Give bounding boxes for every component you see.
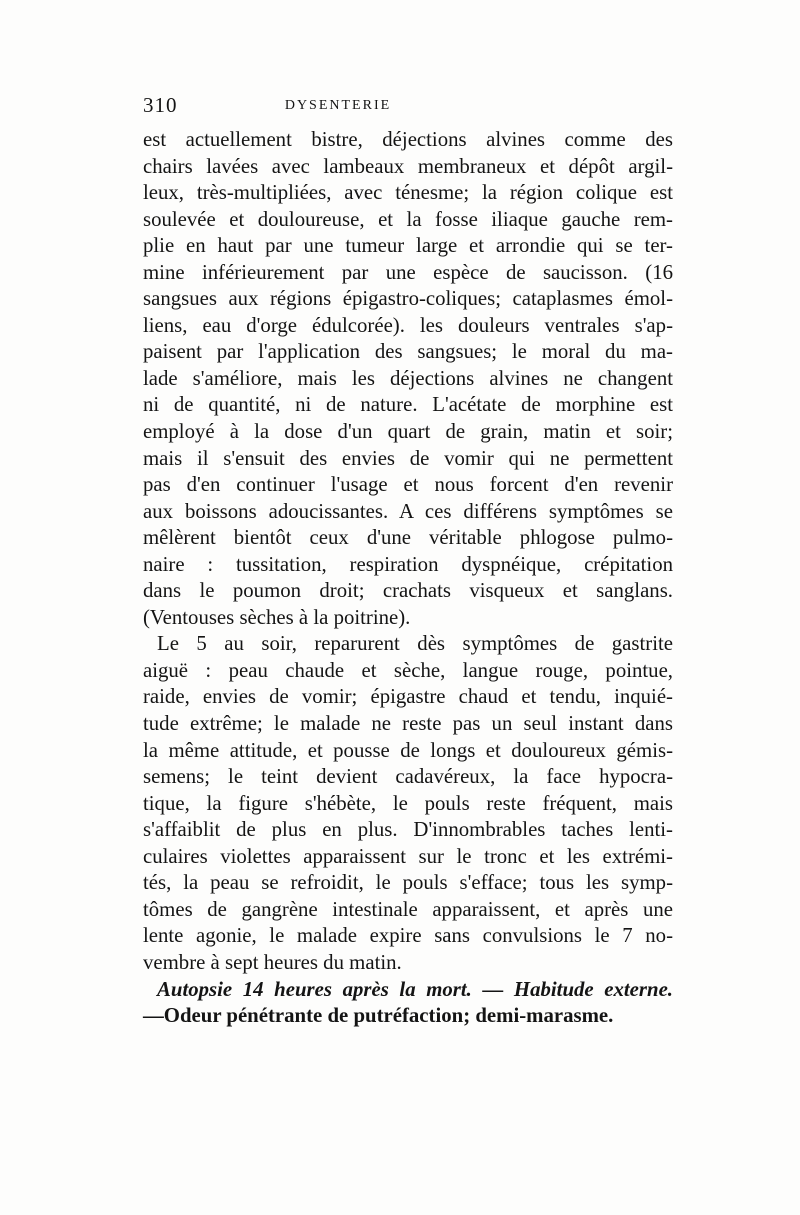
text-line: culaires violettes apparaissent sur le tronc et les extrémi- bbox=[143, 844, 673, 868]
text-line: mais il s'ensuit des envies de vomir qui ne permettent bbox=[143, 446, 673, 470]
text-line: lente agonie, le malade expire sans convulsions le 7 no- bbox=[143, 924, 673, 948]
text-line: tique, la figure s'hébète, le pouls reste fréquent, mais bbox=[143, 791, 673, 815]
text-line: (Ventouses sèches à la poitrine). bbox=[143, 605, 411, 629]
text-line: soulevée et douloureuse, et la fosse iliaque gauche rem- bbox=[143, 207, 673, 231]
text-line: la même attitude, et pousse de longs et douloureux gémis- bbox=[143, 738, 673, 762]
text-line: naire : tussitation, respiration dyspnéique, crépitation bbox=[143, 552, 673, 576]
text-line: leux, très-multipliées, avec ténesme; la région colique est bbox=[143, 181, 673, 205]
text-line: mêlèrent bientôt ceux d'une véritable phlogose pulmo- bbox=[143, 526, 673, 550]
text-line: tômes de gangrène intestinale apparaissent, et après une bbox=[143, 897, 673, 921]
text-line: ni de quantité, ni de nature. L'acétate de morphine est bbox=[143, 393, 673, 417]
text-line: paisent par l'application des sangsues; le moral du ma- bbox=[143, 340, 673, 364]
text-line: tés, la peau se refroidit, le pouls s'efface; tous les symp- bbox=[143, 871, 673, 895]
running-title: DYSENTERIE bbox=[284, 98, 392, 113]
body-text bbox=[143, 127, 673, 1030]
text-line: aux boissons adoucissantes. A ces différens symptômes se bbox=[143, 499, 673, 523]
page-number: 310 bbox=[143, 93, 178, 117]
text-line: raide, envies de vomir; épigastre chaud et tendu, inquié- bbox=[143, 685, 673, 709]
text-line: vembre à sept heures du matin. bbox=[143, 950, 402, 974]
text-line: dans le poumon droit; crachats visqueux et sanglans. bbox=[143, 579, 673, 603]
section-heading-line: Autopsie 14 heures après la mort. — Habitude externe. bbox=[157, 977, 673, 1001]
text-line: sangsues aux régions épigastro-coliques; cataplasmes émol- bbox=[143, 287, 673, 311]
text-line: employé à la dose d'un quart de grain, matin et soir; bbox=[143, 420, 673, 444]
text-line: liens, eau d'orge édulcorée). les douleurs ventrales s'ap- bbox=[143, 313, 673, 337]
text-line: semens; le teint devient cadavéreux, la face hypocra- bbox=[143, 765, 673, 789]
text-line: pas d'en continuer l'usage et nous forcent d'en revenir bbox=[143, 473, 673, 497]
text-line: aiguë : peau chaude et sèche, langue rouge, pointue, bbox=[143, 658, 673, 682]
text-line: lade s'améliore, mais les déjections alvines ne changent bbox=[143, 366, 673, 390]
text-line: est actuellement bistre, déjections alvines comme des bbox=[143, 128, 673, 151]
text-line: Le 5 au soir, reparurent dès symptômes de gastrite bbox=[157, 632, 673, 656]
text-line: s'affaiblit de plus en plus. D'innombrables taches lenti- bbox=[143, 818, 673, 842]
text-line: tude extrême; le malade ne reste pas un seul instant dans bbox=[143, 712, 673, 736]
text-line: chairs lavées avec lambeaux membraneux et dépôt argil- bbox=[143, 154, 673, 178]
text-line: plie en haut par une tumeur large et arrondie qui se ter- bbox=[143, 234, 673, 258]
page-header bbox=[143, 93, 513, 123]
text-line: —Odeur pénétrante de putréfaction; demi-marasme. bbox=[143, 1004, 614, 1028]
text-line: mine inférieurement par une espèce de saucisson. (16 bbox=[143, 260, 673, 284]
